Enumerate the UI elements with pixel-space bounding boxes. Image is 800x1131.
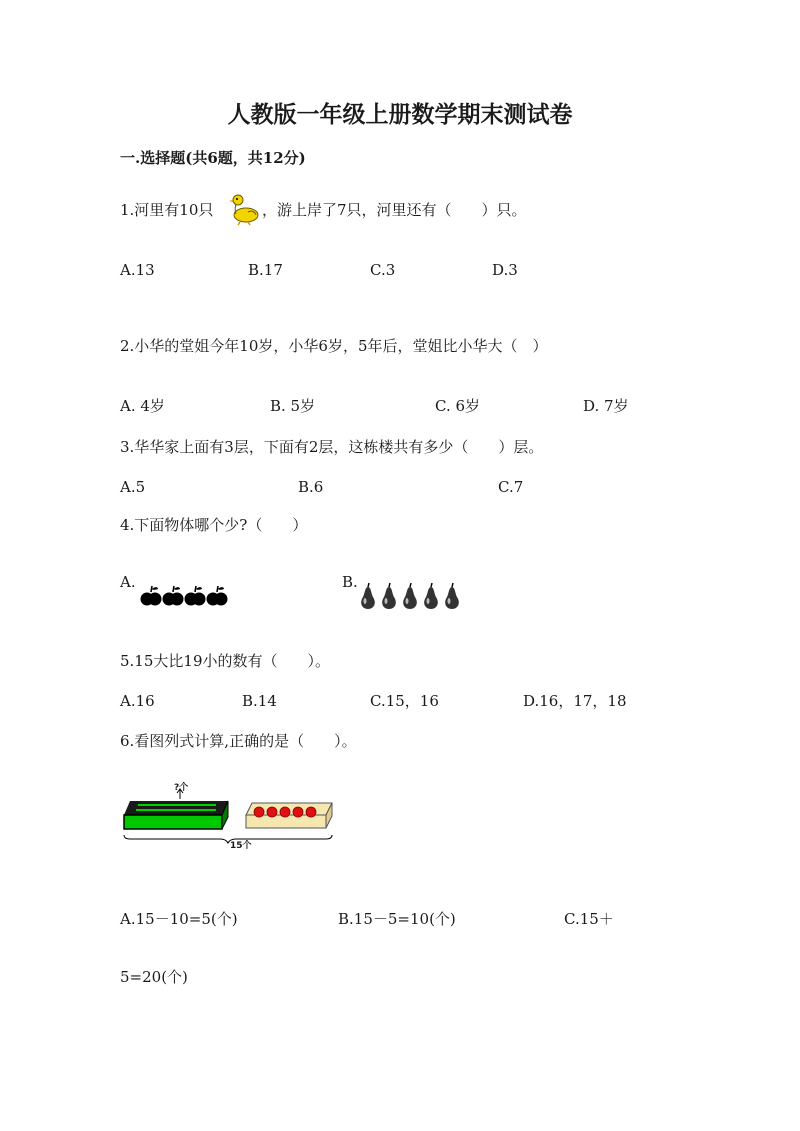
apples-group	[140, 584, 232, 610]
question-3-option-a[interactable]: A.5	[120, 478, 146, 496]
question-1-option-c[interactable]: C.3	[370, 261, 396, 279]
question-6-option-b[interactable]: B.15－5=10(个)	[338, 910, 456, 928]
question-6-stem: 6.看图列式计算,正确的是（ ）。	[120, 732, 357, 750]
apple-icon	[163, 586, 184, 606]
question-2-stem: 2.小华的堂姐今年10岁，小华6岁，5年后，堂姐比小华大（ ）	[120, 337, 548, 355]
question-4-option-b[interactable]: B.	[342, 573, 358, 591]
question-1-stem-start: 1.河里有10只	[120, 201, 214, 219]
pear-icon	[445, 583, 459, 609]
question-6-option-a[interactable]: A.15－10=5(个)	[120, 910, 238, 928]
figure-bottom-label: 15个	[230, 841, 252, 851]
question-1-option-b[interactable]: B.17	[248, 261, 283, 279]
question-2-option-c[interactable]: C. 6岁	[435, 397, 481, 415]
question-6-option-c-continued: 5=20(个)	[120, 968, 188, 986]
figure-top-label: ?个	[174, 783, 189, 793]
question-4-stem: 4.下面物体哪个少?（ ）	[120, 516, 308, 534]
question-5-option-a[interactable]: A.16	[120, 692, 155, 710]
pear-icon	[403, 583, 417, 609]
question-1-stem-end: ，游上岸了7只，河里还有（ ）只。	[262, 201, 527, 219]
duck-icon	[228, 192, 262, 226]
question-5-option-b[interactable]: B.14	[242, 692, 277, 710]
apple-icon	[141, 586, 162, 606]
question-2-option-a[interactable]: A. 4岁	[120, 397, 165, 415]
apple-icon	[185, 586, 206, 606]
question-6-figure	[120, 785, 340, 855]
question-1-option-d[interactable]: D.3	[492, 261, 518, 279]
question-2-option-b[interactable]: B. 5岁	[270, 397, 316, 415]
question-6-option-c[interactable]: C.15＋	[564, 910, 614, 928]
pears-group	[358, 582, 462, 610]
question-1-option-a[interactable]: A.13	[120, 261, 155, 279]
page-title: 人教版一年级上册数学期末测试卷	[227, 101, 573, 128]
pear-icon	[382, 583, 396, 609]
question-5-option-d[interactable]: D.16，17，18	[523, 692, 627, 710]
pear-icon	[361, 583, 375, 609]
apple-icon	[207, 586, 228, 606]
pear-icon	[424, 583, 438, 609]
question-5-stem: 5.15大比19小的数有（ ）。	[120, 652, 330, 670]
section-heading: 一.选择题(共6题，共12分)	[120, 149, 306, 167]
question-4-option-a[interactable]: A.	[120, 573, 136, 591]
question-3-stem: 3.华华家上面有3层，下面有2层，这栋楼共有多少（ ）层。	[120, 438, 544, 456]
question-2-option-d[interactable]: D. 7岁	[583, 397, 629, 415]
question-3-option-c[interactable]: C.7	[498, 478, 524, 496]
question-3-option-b[interactable]: B.6	[298, 478, 324, 496]
question-5-option-c[interactable]: C.15，16	[370, 692, 439, 710]
